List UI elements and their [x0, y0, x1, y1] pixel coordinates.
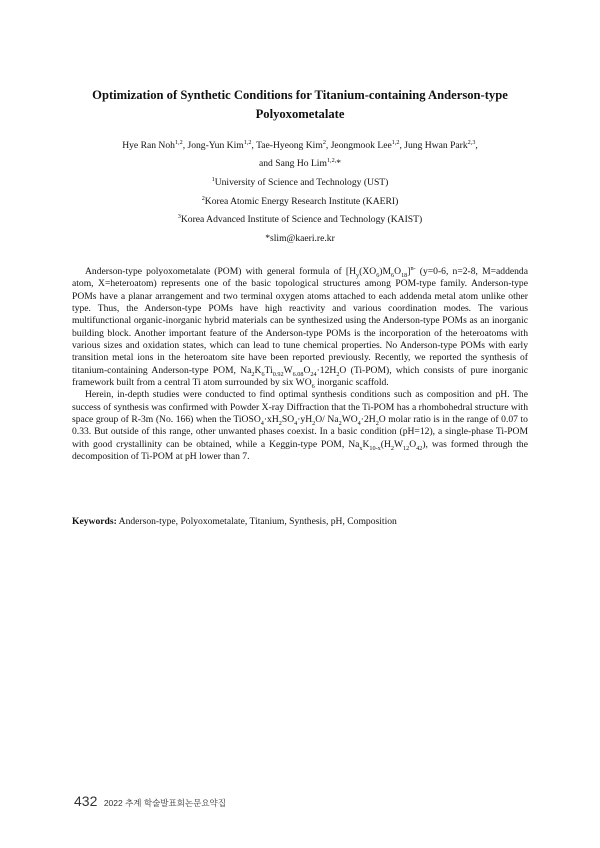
affiliation-3: [60, 214, 540, 226]
paper-title: [70, 86, 530, 124]
conference-name: 2022 추계 학술발표회논문요약집: [103, 798, 226, 808]
corresponding-email: *slim@kaeri.re.kr: [265, 233, 335, 244]
affiliation-text: University of Science and Technology (UST): [214, 177, 389, 188]
affiliation-mark: 3: [177, 212, 181, 220]
title-line-1: Optimization of Synthetic Conditions for Titanium-containing Anderson-type: [92, 88, 508, 102]
corresponding-mark: *: [336, 158, 342, 169]
author-name: , Jong-Yun Kim: [182, 140, 244, 151]
keywords-label: Keywords:: [72, 516, 117, 527]
abstract-body: [72, 266, 528, 464]
affiliation-text: Korea Atomic Energy Research Institute (KAERI): [204, 196, 399, 207]
keywords-text: Anderson-type, Polyoxometalate, Titanium, Synthesis, pH, Composition: [116, 516, 397, 527]
page-number: 432: [74, 793, 98, 809]
author-list: [60, 140, 540, 152]
affiliation-text: Korea Advanced Institute of Science and Technology (KAIST): [180, 214, 423, 225]
affiliation-mark: 2: [201, 194, 205, 202]
author-affil-mark: 1,2: [174, 138, 183, 146]
affiliation-mark: 1: [211, 175, 215, 183]
affiliation-2: [60, 196, 540, 208]
author-separator: ,: [475, 140, 478, 151]
author-affil-mark: 1,2,: [326, 156, 337, 164]
author-name: and Sang Ho Lim: [258, 158, 327, 169]
author-name: , Jung Hwan Park: [399, 140, 468, 151]
author-affil-mark: 2,3: [467, 138, 476, 146]
title-line-2: Polyoxometalate: [255, 107, 345, 121]
author-name: , Tae-Hyeong Kim: [251, 140, 323, 151]
author-name: , Jeongmook Lee: [325, 140, 392, 151]
keywords-line: [72, 516, 397, 528]
abstract-paragraph-2: Herein, in-depth studies were conducted to find optimal synthesis conditions such as composition and pH. The success of synthesis was confirmed with Powder X-ray Diffraction that the Ti-POM has a rhombohedral structure with space group of R-3m (No. 166) when the $TiOSO_4\cdot xH_2SO_4\cdot yH_2O/$ $Na_2WO_4\cdot 2H_2O$ molar ratio is in the range of 0.07 to 0.33. But outside of this range, other unwanted phases coexist. In a basic condition (pH=12), a single-phase Ti-POM with good crystallinity can be obtained, while a Keggin-type POM, $Na_xK_{10-x}(H_2W_{12}O_{42})$, was formed through the decomposition of Ti-POM at pH lower than 7.: [72, 389, 528, 463]
affiliation-1: [60, 177, 540, 189]
page-footer: [74, 793, 226, 811]
author-affil-mark: 1,2: [391, 138, 400, 146]
author-affil-mark: 1,2: [243, 138, 252, 146]
author-list-line-2: [60, 158, 540, 170]
author-name: Hye Ran Noh: [122, 140, 175, 151]
abstract-paragraph-1: Anderson-type polyoxometalate (POM) with general formula of $[H_y(XO_6)M_6O_{18}]^{n-}$ (y=0-6, n=2-8, M=addenda atom, X=heteroatom) represents one of the basic topological structures among POM-type family. Anderson-type POMs have a planar arrangement and two terminal oxygen atoms attached to each addenda metal atom unlike other type. Thus, the Anderson-type POMs have high reactivity and various coordination modes. The various multifunctional organic-inorganic hybrid materials can be synthesized using the Anderson-type POMs as an inorganic building block. Another important feature of the Anderson-type POMs is the incorporation of the heteroatoms with various sizes and oxidation states, which can lead to tune chemical properties. No Anderson-type POMs with early transition metal ions in the heteroatom site have been reported previously. Recently, we reported the synthesis of titanium-containing Anderson-type POM, $Na_2K_6Ti_{0.92}W_{6.08}O_{24}\cdot 12H_2O$ (Ti-POM), which consists of pure inorganic framework built from a central Ti atom surrounded by six $WO_6$ inorganic scaffold.: [72, 264, 528, 390]
author-affil-mark: 2: [322, 138, 326, 146]
